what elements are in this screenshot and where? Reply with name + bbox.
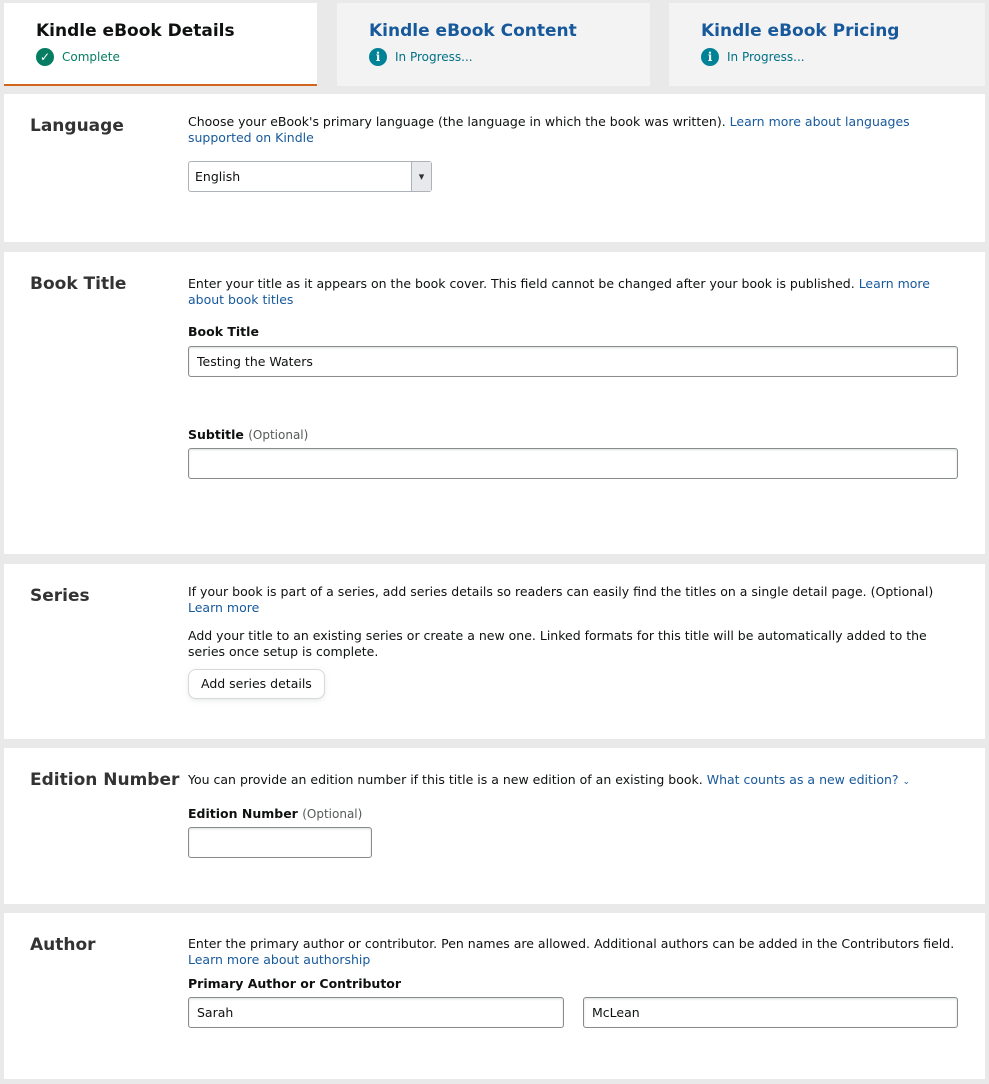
section-label: Book Title <box>30 274 127 294</box>
tab-ebook-content[interactable] <box>337 3 650 86</box>
tab-title: Kindle eBook Details <box>36 21 235 41</box>
edition-number-input[interactable] <box>188 827 372 858</box>
authorship-learn-more-link[interactable]: Learn more about authorship <box>188 952 371 967</box>
subtitle-label <box>188 427 958 443</box>
section-content <box>188 276 958 479</box>
tab-title: Kindle eBook Content <box>369 21 577 41</box>
edition-learn-more-link[interactable] <box>707 772 910 787</box>
section-label: Series <box>30 586 90 606</box>
chevron-down-icon[interactable]: ▾ <box>411 162 431 191</box>
optional-hint: (Optional) <box>248 428 309 442</box>
book-title-input[interactable] <box>188 346 958 377</box>
series-description <box>188 584 958 616</box>
book-title-section <box>4 252 985 554</box>
subtitle-input[interactable] <box>188 448 958 479</box>
language-learn-more-link[interactable]: Learn more about languages supported on Kindle <box>188 114 910 145</box>
chevron-down-icon: ⌄ <box>902 777 911 787</box>
author-first-name-input[interactable] <box>188 997 564 1028</box>
edition-label-text: Edition Number <box>188 806 298 821</box>
description-text: Enter your title as it appears on the book cover. This field cannot be changed after your book is published. <box>188 276 855 291</box>
status-text: Complete <box>62 50 120 64</box>
edition-section <box>4 748 985 904</box>
language-description <box>188 114 958 146</box>
status-text: In Progress... <box>395 50 473 64</box>
title-learn-more-link[interactable]: Learn more about book titles <box>188 276 930 307</box>
primary-author-label: Primary Author or Contributor <box>188 976 402 991</box>
section-content <box>188 936 958 1028</box>
language-section <box>4 94 985 242</box>
author-description <box>188 936 958 968</box>
checkmark-icon: ✓ <box>36 48 54 66</box>
series-section <box>4 564 985 739</box>
author-last-name-input[interactable] <box>583 997 958 1028</box>
description-text: If your book is part of a series, add series details so readers can easily find the titles on a single detail page. (Optional) <box>188 584 934 599</box>
section-label: Language <box>30 116 124 136</box>
series-learn-more-link[interactable]: Learn more <box>188 600 260 615</box>
link-text: What counts as a new edition? <box>706 772 899 787</box>
tab-ebook-details[interactable] <box>4 3 317 86</box>
title-description <box>188 276 958 308</box>
section-label: Edition Number <box>30 770 180 790</box>
selected-language: English <box>195 169 241 184</box>
optional-hint: (Optional) <box>302 807 363 821</box>
author-name-fields <box>188 997 958 1028</box>
description-text: You can provide an edition number if this title is a new edition of an existing book. <box>188 772 703 787</box>
status-text: In Progress... <box>727 50 805 64</box>
edition-description <box>188 772 958 790</box>
tab-status <box>36 48 317 66</box>
language-select[interactable] <box>188 161 432 192</box>
info-icon: i <box>701 48 719 66</box>
tab-status <box>701 48 985 66</box>
step-tabs <box>4 3 985 86</box>
description-text: Choose your eBook's primary language (the language in which the book was written). <box>188 114 726 129</box>
book-title-label: Book Title <box>188 324 259 339</box>
add-series-details-button[interactable]: Add series details <box>188 669 325 699</box>
section-label: Author <box>30 935 96 955</box>
tab-ebook-pricing[interactable] <box>669 3 985 86</box>
tab-status <box>369 48 650 66</box>
series-description-2: Add your title to an existing series or create a new one. Linked formats for this title will be automatically added to the series once setup is complete. <box>188 628 927 659</box>
subtitle-label-text: Subtitle <box>188 427 244 442</box>
author-section <box>4 913 985 1079</box>
description-text: Enter the primary author or contributor. Pen names are allowed. Additional authors can be added in the Contributors field. <box>188 936 955 951</box>
edition-number-label <box>188 806 958 822</box>
section-content <box>188 772 958 858</box>
section-content <box>188 584 958 699</box>
tab-title: Kindle eBook Pricing <box>701 21 900 41</box>
info-icon: i <box>369 48 387 66</box>
section-content <box>188 114 958 192</box>
